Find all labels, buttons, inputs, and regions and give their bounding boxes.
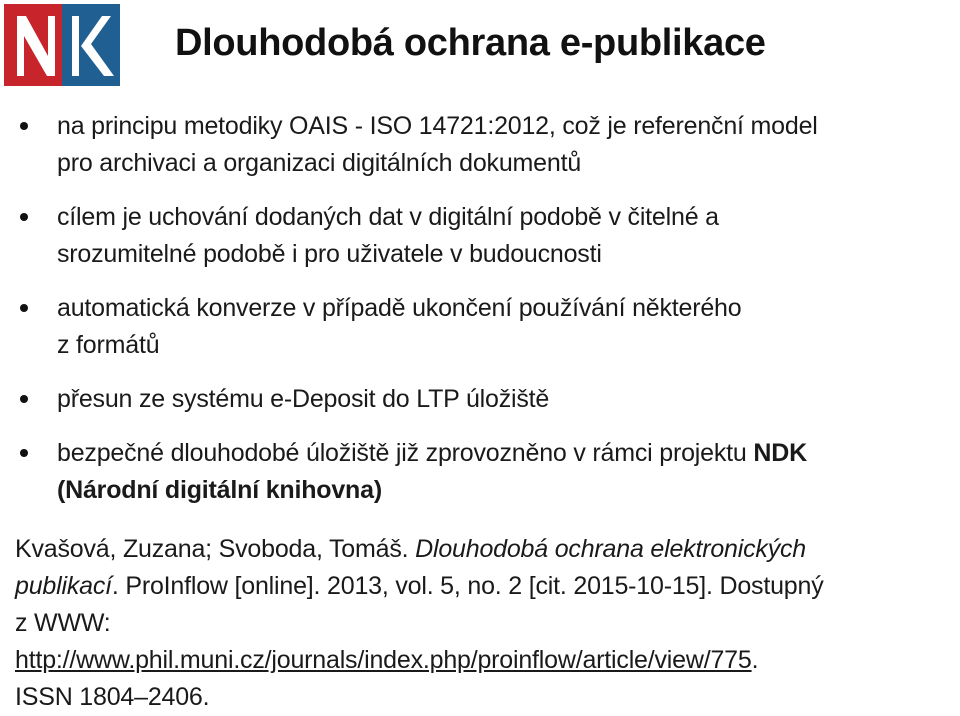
bullet-dot-icon xyxy=(20,449,28,457)
citation-line xyxy=(15,642,960,679)
citation-period: . xyxy=(751,646,759,674)
bullet-line: automatická konverze v případě ukončení používání některého xyxy=(57,294,742,322)
bullet-dot-icon xyxy=(20,122,28,130)
bullet-item xyxy=(0,199,960,273)
ndk-full-name: (Národní digitální knihovna) xyxy=(57,476,382,504)
citation-source: . ProInflow [online]. 2013, vol. 5, no. 2 [cit. 2015-10-15]. Dostupný xyxy=(111,572,824,600)
bullet-dot-icon xyxy=(20,395,28,403)
bullet-dot-icon xyxy=(20,213,28,221)
citation-authors: Kvašová, Zuzana; Svoboda, Tomáš. xyxy=(15,535,416,563)
citation-link[interactable]: http://www.phil.muni.cz/journals/index.php/proinflow/article/view/775 xyxy=(15,646,752,674)
bullet-item xyxy=(0,290,960,364)
bullet-text: bezpečné dlouhodobé úložiště již zprovozněno v rámci projektu xyxy=(57,439,754,467)
citation-line xyxy=(15,568,960,605)
citation-line xyxy=(15,531,960,568)
bullet-list xyxy=(0,108,960,526)
bullet-line: srozumitelné podobě i pro uživatele v budoucnosti xyxy=(57,240,602,268)
nk-logo-icon xyxy=(4,4,120,86)
bullet-dot-icon xyxy=(20,304,28,312)
bullet-item xyxy=(0,108,960,182)
ndk-abbrev: NDK xyxy=(753,439,807,467)
slide-title: Dlouhodobá ochrana e-publikace xyxy=(175,22,766,64)
bullet-line: z formátů xyxy=(57,331,160,359)
bullet-line: cílem je uchování dodaných dat v digitální podobě v čitelné a xyxy=(57,203,719,231)
bullet-item xyxy=(0,381,960,418)
bullet-line xyxy=(57,435,960,472)
bullet-line: na principu metodiky OAIS - ISO 14721:2012, což je referenční model xyxy=(57,112,818,140)
citation-issn: ISSN 1804–2406. xyxy=(15,683,210,711)
bullet-line: pro archivaci a organizaci digitálních dokumentů xyxy=(57,149,582,177)
bullet-item xyxy=(0,435,960,509)
citation xyxy=(15,531,960,716)
citation-www-label: z WWW: xyxy=(15,609,111,637)
citation-title-end: publikací xyxy=(15,572,112,600)
citation-title: Dlouhodobá ochrana elektronických xyxy=(415,535,806,563)
bullet-line: přesun ze systému e-Deposit do LTP úložiště xyxy=(57,385,550,413)
